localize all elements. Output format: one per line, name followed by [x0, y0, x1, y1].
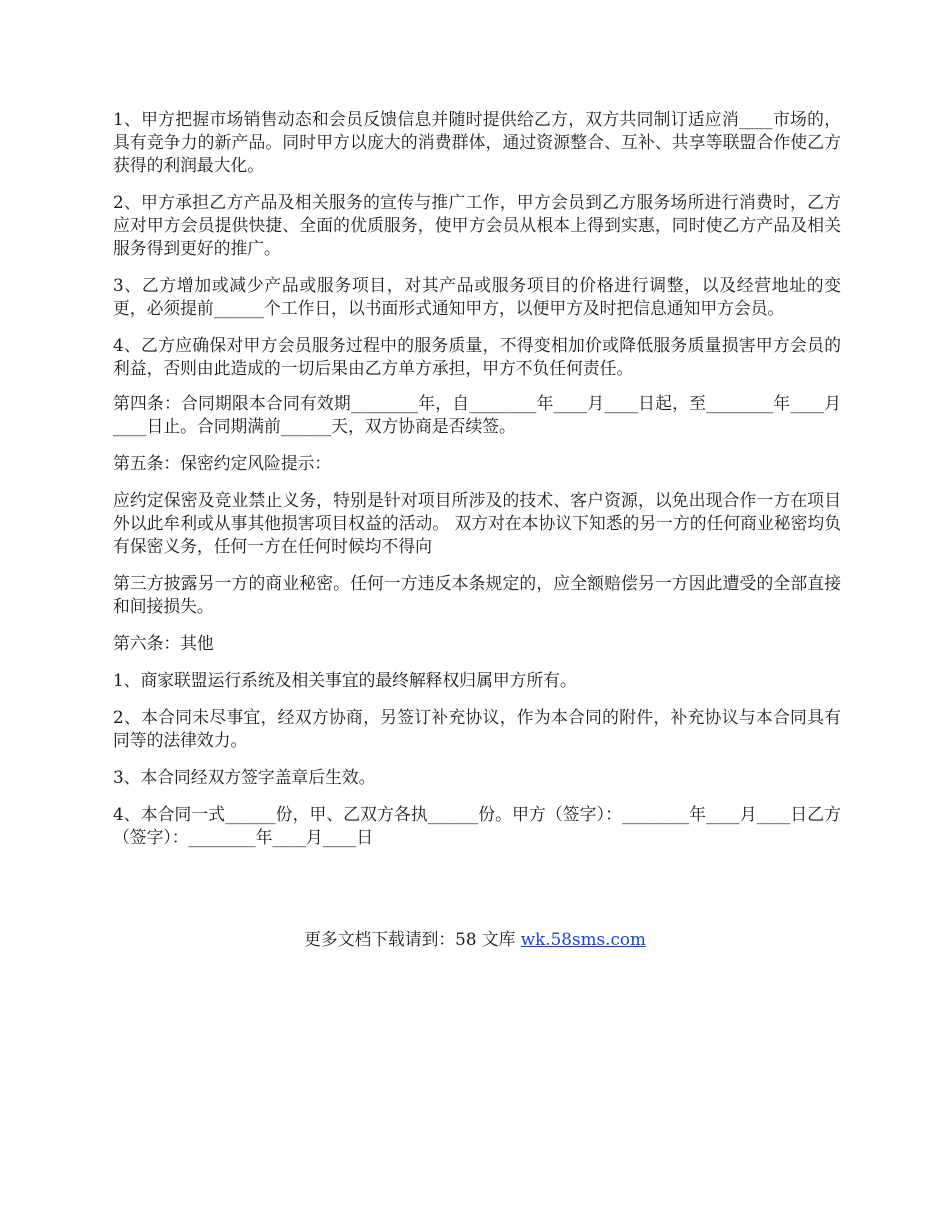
other-clause-3: 3、本合同经双方签字盖章后生效。 — [113, 767, 376, 787]
article-5-heading: 第五条：保密约定风险提示： — [113, 453, 332, 473]
article-4-term: 第四条：合同期限本合同有效期________年，自________年____月____日起，至________年____月____日止。合同期满前______天，双方协商是否续签。 — [113, 393, 841, 436]
confidentiality-paragraph-continued: 第三方披露另一方的商业秘密。任何一方违反本条规定的，应全额赔偿另一方因此遭受的全部直接和间接损失。 — [113, 573, 841, 616]
clause-4: 4、乙方应确保对甲方会员服务过程中的服务质量，不得变相加价或降低服务质量损害甲方会员的利益，否则由此造成的一切后果由乙方单方承担，甲方不负任何责任。 — [113, 335, 841, 378]
download-footer — [0, 928, 950, 951]
confidentiality-paragraph: 应约定保密及竞业禁止义务，特别是针对项目所涉及的技术、客户资源，以免出现合作一方在项目外以此牟利或从事其他损害项目权益的活动。 双方对在本协议下知悉的另一方的任何商业秘密均负有保密义务，任何一方在任何时候均不得向 — [113, 490, 841, 556]
clause-3: 3、乙方增加或减少产品或服务项目，对其产品或服务项目的价格进行调整，以及经营地址的变更，必须提前______个工作日，以书面形式通知甲方，以便甲方及时把信息通知甲方会员。 — [113, 275, 841, 318]
article-6-heading: 第六条：其他 — [113, 633, 214, 653]
other-clause-1: 1、商家联盟运行系统及相关事宜的最终解释权归属甲方所有。 — [113, 670, 577, 690]
footer-prefix: 更多文档下载请到：58 文库 — [304, 929, 521, 949]
document-body — [113, 108, 841, 863]
clause-1: 1、甲方把握市场销售动态和会员反馈信息并随时提供给乙方，双方共同制订适应消____市场的，具有竞争力的新产品。同时甲方以庞大的消费群体，通过资源整合、互补、共享等联盟合作使乙方获得的利润最大化。 — [113, 109, 841, 175]
other-clause-4-signatures: 4、本合同一式______份，甲、乙双方各执______份。甲方（签字）：________年____月____日乙方（签字）：________年____月____日 — [113, 804, 841, 847]
other-clause-2: 2、本合同未尽事宜，经双方协商，另签订补充协议，作为本合同的附件，补充协议与本合同具有同等的法律效力。 — [113, 707, 841, 750]
footer-link[interactable]: wk.58sms.com — [520, 929, 646, 949]
clause-2: 2、甲方承担乙方产品及相关服务的宣传与推广工作，甲方会员到乙方服务场所进行消费时，乙方应对甲方会员提供快捷、全面的优质服务，使甲方会员从根本上得到实惠，同时使乙方产品及相关服务得到更好的推广。 — [113, 192, 841, 258]
